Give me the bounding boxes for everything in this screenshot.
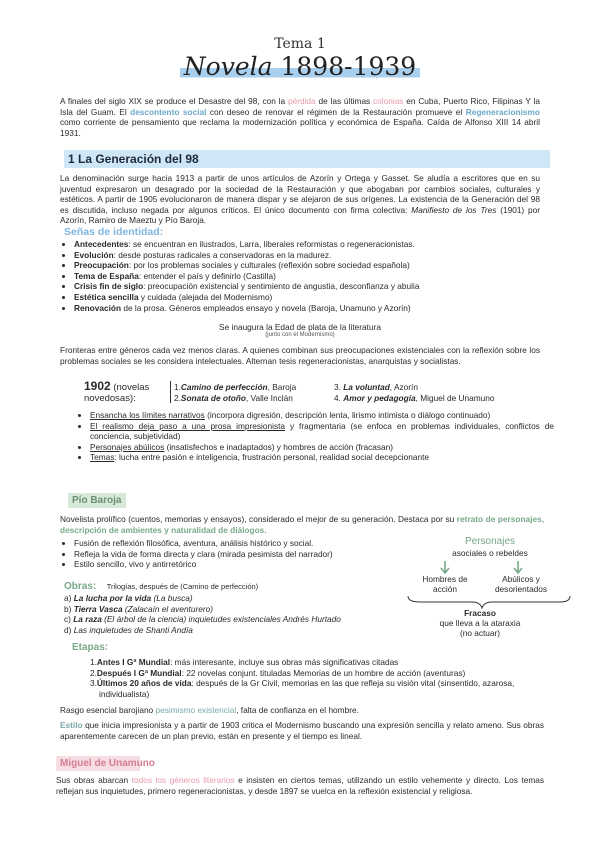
personajes-subtitle: asociales o rebeldes xyxy=(452,548,528,558)
list-item: • Ensancha los límites narrativos (incorpora digresión, descripción lenta, lirismo intimista o diálogo continuado) xyxy=(90,410,554,421)
obras-list xyxy=(64,593,404,635)
obras-heading: Obras: Trilogías, después de (Camino de perfección) xyxy=(64,581,259,592)
list-item: 1.Antes I Gª Mundial: más interesante, incluye sus obras más significativas citadas xyxy=(90,657,399,667)
unamuno-paragraph: Sus obras abarcan todos los géneros literarios e insisten en ciertos temas, utilizando un estilo vehemente y directo. Los temas reflejan sus inquietudes, primero regeneracionistas, y desde 1897 se vuelca en la reflexión existencial y religiosa. xyxy=(56,775,545,796)
hombres-accion: Hombres de acción xyxy=(422,574,468,594)
rasgo-paragraph: Rasgo esencial barojiano pesimismo existencial, falta de confianza en el hombre. xyxy=(60,705,359,715)
etapas-heading: Etapas: xyxy=(72,642,109,653)
etapas-list xyxy=(90,657,520,699)
page-title xyxy=(0,52,600,81)
list-item: c) La raza (El árbol de la ciencia) inquietudes existenciales Andrés Hurtado xyxy=(64,614,341,625)
list-item: • Tema de España: entender el país y definirlo (Castilla) xyxy=(74,271,554,282)
novel-item: 2.Sonata de otoño, Valle Inclán xyxy=(174,393,293,403)
list-item: • Renovación de la prosa. Géneros empleados ensayo y novela (Baroja, Unamuno y Azorín) xyxy=(74,303,554,314)
list-item: • Temas: lucha entre pasión e inteligencia, frustración personal, realidad social decepcionante xyxy=(90,452,554,463)
edad-plata-note: Se inaugura la Edad de plata de la literatura xyxy=(219,322,381,332)
baroja-heading-text: Pío Baroja xyxy=(72,495,122,506)
list-item: a) La lucha por la vida (La busca) xyxy=(64,593,193,603)
tema-label: Tema 1 xyxy=(274,36,326,52)
highlight-descontento: descontento social xyxy=(130,106,207,117)
baroja-bullets xyxy=(60,538,374,570)
list-item: • Antecedentes: se encuentran en ilustrados, Larra, liberales reformistas o regeneracionistas. xyxy=(74,239,554,250)
estilo-paragraph: Estilo que inicia impresionista y a partir de 1903 critica el Modernismo buscando una expresión sencilla y relato ameno. Sus obras aparentemente carecen de un plan previo, están en presente y el tiempo es lineal. xyxy=(60,720,544,741)
abulicos: Abúlicos y desorientados xyxy=(494,574,548,594)
novel-item: 1.Camino de perfección, Baroja xyxy=(174,382,297,392)
novelas-bracket xyxy=(170,381,173,403)
senas-heading: Señas de identidad: xyxy=(64,226,164,238)
features-list xyxy=(76,410,554,463)
novel-item: 3. La voluntad, Azorín xyxy=(334,382,418,392)
title-italic: Novela xyxy=(183,52,273,81)
senas-list xyxy=(60,239,554,313)
list-item: b) Tierra Vasca (Zalacaín el aventurero) xyxy=(64,603,213,614)
title-years: 1898-1939 xyxy=(280,52,417,81)
list-item: 3.Últimos 20 años de vida: después de la Gr Civil, memorias en las que refleja su visión vital (sinsentido, azarosa, individualista) xyxy=(90,678,515,699)
personajes-title: Personajes xyxy=(464,536,516,547)
unamuno-heading-text: Miguel de Unamuno xyxy=(60,758,155,769)
fracaso-label: Fracaso xyxy=(464,608,496,618)
list-item: • Preocupación: por los problemas sociales y culturales (reflexión sobre sociedad española) xyxy=(74,260,554,271)
novel-item: 4. Amor y pedagogía, Miguel de Unamuno xyxy=(334,393,495,403)
list-item: 2.Después I Gª Mundial: 22 novelas conjunt. tituladas Memorias de un hombre de acción (aventuras) xyxy=(90,667,466,678)
intro-paragraph: A finales del siglo XIX se produce el Desastre del 98, con la pérdida de las últimas colonias en Cuba, Puerto Rico, Filipinas Y la Isla del Guam. El descontento social con deseo de renovar el régimen de la Restauración promueve el Regeneracionismo como corriente de pensamiento que reclama la modernización política y económica de España. Caída de Alfonso XIII 14 abril 1931. xyxy=(60,96,540,138)
list-item: • Evolución: desde posturas radicales a conservadoras en la madurez. xyxy=(74,250,554,261)
list-item: • Estética sencilla y cuidada (alejada del Modernismo) xyxy=(74,292,554,303)
novelas-1902-label: 1902 (novelas novedosas): xyxy=(84,379,150,404)
highlight-regeneracionismo: Regeneracionismo xyxy=(465,106,540,117)
list-item: d) Las inquietudes de Shanti Andía xyxy=(64,624,193,635)
fracaso-sub: que lleva a la ataraxia (no actuar) xyxy=(439,618,521,638)
edad-plata-subnote: (junto con el Modernismo) xyxy=(265,332,335,338)
arrow-right-icon xyxy=(514,561,522,573)
section-heading-text: 1 La Generación del 98 xyxy=(68,152,199,166)
fronteras-paragraph: Fronteras entre géneros cada vez menos claras. A quienes combinan sus preocupaciones existenciales con la reflexión sobre los problemas sociales se les considera intelectuales. Alternan tesis regeneracionistas, anarquistas y socialistas. xyxy=(60,345,540,366)
brace-icon xyxy=(408,596,570,608)
arrow-left-icon xyxy=(441,561,449,573)
highlight-perdida: pérdida xyxy=(287,96,316,106)
list-item: • Fusión de reflexión filosófica, aventura, análisis histórico y social. xyxy=(74,538,374,549)
highlight-colonias: colonias xyxy=(373,96,404,106)
list-item: • El realismo deja paso a una prosa impresionista y fragmentaria (se enfoca en problemas individuales, conflictos de conciencia, subjetividad) xyxy=(90,421,554,442)
list-item: • Crisis fin de siglo: preocupación existencial y sentimiento de angustia, desconfianza y abulia xyxy=(74,281,554,292)
list-item: • Refleja la vida de forma directa y clara (mirada pesimista del narrador) xyxy=(74,549,374,560)
list-item: • Personajes abúlicos (insatisfechos e inadaptados) y hombres de acción (fracasan) xyxy=(90,442,554,453)
baroja-paragraph: Novelista prolífico (cuentos, memorias y ensayos), considerado el mejor de su generación. Destaca por su retrato de personajes, descripción de ambientes y naturalidad de diálogos. xyxy=(60,514,544,535)
list-item: • Estilo sencillo, vivo y antirretórico xyxy=(74,559,374,570)
generacion-paragraph: La denominación surge hacia 1913 a partir de unos artículos de Azorín y Ortega y Gasset. Se aludía a escritores que en su juventud expresaron un desagrado por la sociedad de la Restauración y que abogaban por cambios sociales, culturales y estéticos. A partir de 1905 evolucionaron de manera dispar y se alejaron de sus orígenes. La existencia de la Generación del 98 es discutida, incluso negada por algunos críticos. El único documento con firma colectiva: Manifiesto de los Tres (1901) por Azorín, Ramiro de Maeztu y Pío Baroja. xyxy=(60,173,541,226)
